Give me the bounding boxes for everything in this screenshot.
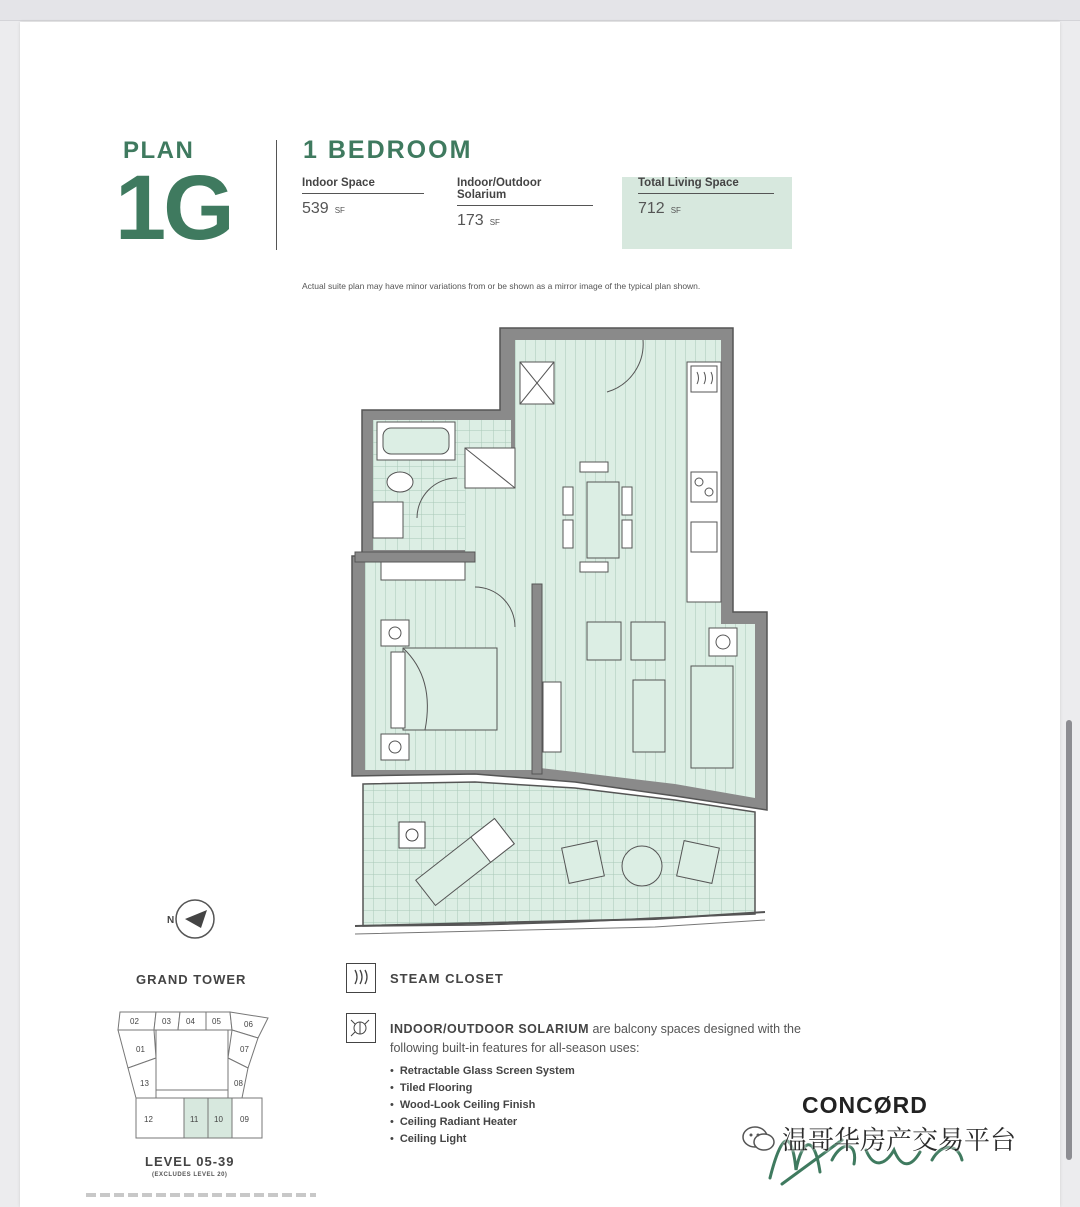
key-unit-13: 13 [140, 1079, 149, 1088]
key-unit-07: 07 [240, 1045, 249, 1054]
brand-logo: CONCØRD [802, 1092, 928, 1118]
steam-closet-label: STEAM CLOSET [390, 971, 504, 986]
browser-top-bar [0, 0, 1080, 21]
key-plan-level: LEVEL 05-39 [145, 1154, 235, 1169]
plan-id: 1G [115, 157, 232, 259]
list-item: • Ceiling Light [390, 1131, 575, 1148]
stat-total-living [638, 177, 774, 218]
disclaimer-note: Actual suite plan may have minor variations from or be shown as a mirror image of the typical plan shown. [302, 281, 701, 291]
key-plan-diagram [108, 1008, 278, 1148]
key-unit-05: 05 [212, 1017, 221, 1026]
stat-label: Total Living Space [638, 177, 774, 194]
key-plan-title: GRAND TOWER [136, 972, 247, 987]
list-item: • Retractable Glass Screen System [390, 1063, 575, 1080]
wechat-watermark [742, 1120, 1016, 1157]
key-unit-06: 06 [244, 1020, 253, 1029]
north-compass-icon [165, 898, 219, 946]
stat-value: 173 [457, 212, 484, 229]
list-item: • Ceiling Radiant Heater [390, 1114, 575, 1131]
steam-closet-icon [346, 963, 376, 993]
header-divider [276, 140, 277, 250]
solarium-description [390, 1020, 810, 1058]
stat-indoor-space [302, 177, 424, 218]
solarium-feature-list [390, 1063, 575, 1148]
key-unit-03: 03 [162, 1017, 171, 1026]
plan-label: PLAN [123, 137, 195, 164]
wechat-icon [742, 1125, 776, 1153]
key-unit-09: 09 [240, 1115, 249, 1124]
list-item: • Tiled Flooring [390, 1080, 575, 1097]
key-unit-04: 04 [186, 1017, 195, 1026]
stat-solarium [457, 177, 593, 230]
key-unit-02: 02 [130, 1017, 139, 1026]
stat-unit: SF [334, 206, 345, 215]
solarium-text: are balcony spaces designed with the following built-in features for all-season uses: [390, 1022, 801, 1055]
key-unit-08: 08 [234, 1079, 243, 1088]
solarium-title: INDOOR/OUTDOOR SOLARIUM [390, 1022, 589, 1036]
list-item: • Wood-Look Ceiling Finish [390, 1097, 575, 1114]
floorplan-sheet [20, 22, 1060, 1207]
scrollbar[interactable] [1066, 720, 1072, 1160]
key-unit-01: 01 [136, 1045, 145, 1054]
stat-unit: SF [670, 206, 681, 215]
solarium-icon [346, 1013, 376, 1043]
key-unit-10: 10 [214, 1115, 223, 1124]
key-plan-level-note: (EXCLUDES LEVEL 20) [152, 1172, 228, 1178]
stat-label: Indoor/Outdoor Solarium [457, 177, 593, 206]
stat-unit: SF [489, 218, 500, 227]
cut-off-footer-text [86, 1193, 316, 1197]
stat-label: Indoor Space [302, 177, 424, 194]
compass-label: N [167, 915, 175, 926]
floor-plan-drawing [325, 322, 775, 942]
key-unit-12: 12 [144, 1115, 153, 1124]
watermark-text: 温哥华房产交易平台 [782, 1126, 1017, 1156]
stat-value: 539 [302, 200, 329, 217]
stat-value: 712 [638, 200, 665, 217]
unit-type: 1 BEDROOM [303, 136, 473, 164]
key-unit-11: 11 [190, 1115, 199, 1124]
